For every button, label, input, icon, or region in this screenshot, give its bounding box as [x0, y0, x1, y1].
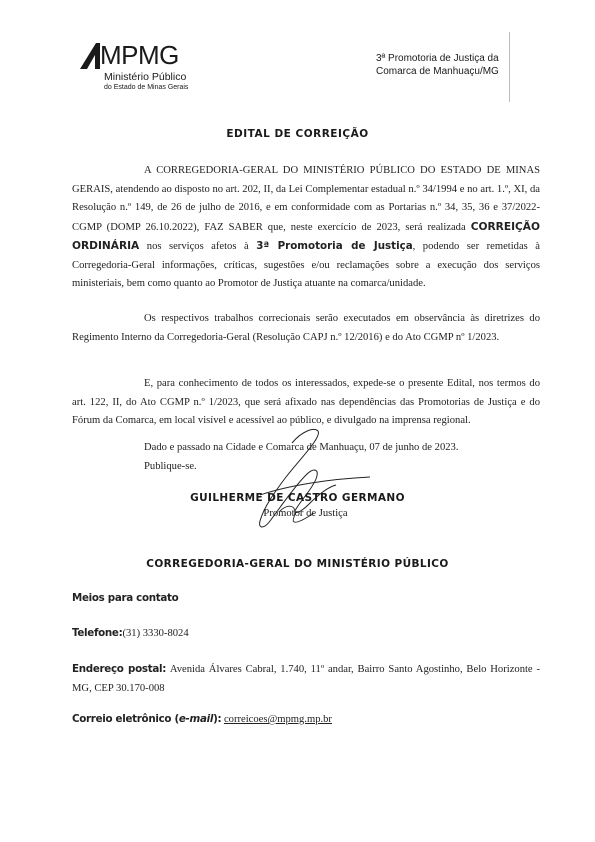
- contact-email: [72, 713, 540, 725]
- signatory-role: Promotor de Justiça: [263, 508, 348, 519]
- email-label-em: e-mail: [178, 713, 214, 725]
- paragraph-1-lead: A CORREGEDORIA-GERAL DO MINISTÉRIO PÚBLICO DO ESTADO DE MINAS GERAIS, atendendo ao disposto no art. 202, II, da Lei Complementar estadual n.º 34/1994 e no art. 1.º, XI, da Resolução n.º 149, de 26 de julho de 2016, e em conformidade com as Portarias n.º 34, 35, 36 e 37/2022-CGMP (DOMP 26.10.2022), FAZ SABER que, neste exercício de 2023, será realizada: [72, 165, 540, 233]
- logo-brand: MPMG: [100, 40, 179, 70]
- paragraph-2-text: Os respectivos trabalhos correcionais serão executados em observância às diretrizes do Regimento Interno da Corregedoria-Geral (Resolução CAPJ n.º 12/2016) e do Ato CGMP nº 1/2023.: [72, 313, 540, 343]
- logo-line2: do Estado de Minas Gerais: [104, 84, 189, 91]
- email-label-prefix: Correio eletrônico (: [72, 713, 179, 725]
- signatory-name: GUILHERME DE CASTRO GERMANO: [190, 492, 405, 504]
- header-divider: [509, 32, 510, 102]
- organization-name: CORREGEDORIA-GERAL DO MINISTÉRIO PÚBLICO: [146, 558, 449, 570]
- highlight-promotoria: 3ª Promotoria de Justiça: [256, 240, 413, 252]
- paragraph-1-text: [72, 162, 540, 294]
- email-label: [72, 713, 221, 725]
- paragraph-1-middle: nos serviços afetos à: [146, 241, 249, 252]
- address-value: Avenida Álvares Cabral, 1.740, 11º andar, Bairro Santo Agostinho, Belo Horizonte - MG, CEP 30.170-008: [72, 664, 540, 694]
- address-label: Endereço postal:: [72, 663, 167, 675]
- office-line2: Comarca de Manhuaçu/MG: [376, 66, 499, 77]
- dated-line: Dado e passado na Cidade e Comarca de Manhuaçu, 07 de junho de 2023.: [144, 442, 459, 453]
- phone-value: (31) 3330-8024: [122, 628, 189, 639]
- email-link[interactable]: correicoes@mpmg.mp.br: [223, 714, 332, 725]
- contact-phone: [72, 627, 540, 639]
- office-line1: 3ª Promotoria de Justiça da: [376, 53, 499, 64]
- contact-address: [72, 660, 540, 698]
- mpmg-logo: [80, 40, 230, 93]
- email-label-suffix: ):: [213, 713, 222, 725]
- paragraph-3: [72, 375, 540, 431]
- logo-line1: Ministério Público: [104, 71, 187, 83]
- paragraph-1-tail: , podendo ser remetidas à Corregedoria-Geral informações, críticas, sugestões e/ou reclamações sobre a execução dos serviços ministeriais, bem como quanto ao Promotor de Justiça atuante na comarca/unidade.: [72, 241, 540, 289]
- contacts-heading: [72, 592, 540, 604]
- highlight-correicao-ordinaria: CORREIÇÃO ORDINÁRIA: [72, 220, 540, 252]
- page-title: EDITAL DE CORREIÇÃO: [226, 128, 369, 140]
- paragraph-3-text: E, para conhecimento de todos os interessados, expede-se o presente Edital, nos termos do art. 122, II, do Ato CGMP n.º 1/2023, que será afixado nas dependências das Promotorias de Justiça e do Fórum da Comarca, em local visível e acessível ao público, e divulgado na imprensa regional.: [72, 378, 540, 426]
- paragraph-2: [72, 310, 540, 347]
- publish-line: Publique-se.: [144, 460, 197, 472]
- phone-label: Telefone:: [72, 627, 123, 639]
- paragraph-1: [72, 162, 540, 294]
- contacts-heading-text: Meios para contato: [72, 592, 179, 604]
- office-header: [376, 52, 516, 78]
